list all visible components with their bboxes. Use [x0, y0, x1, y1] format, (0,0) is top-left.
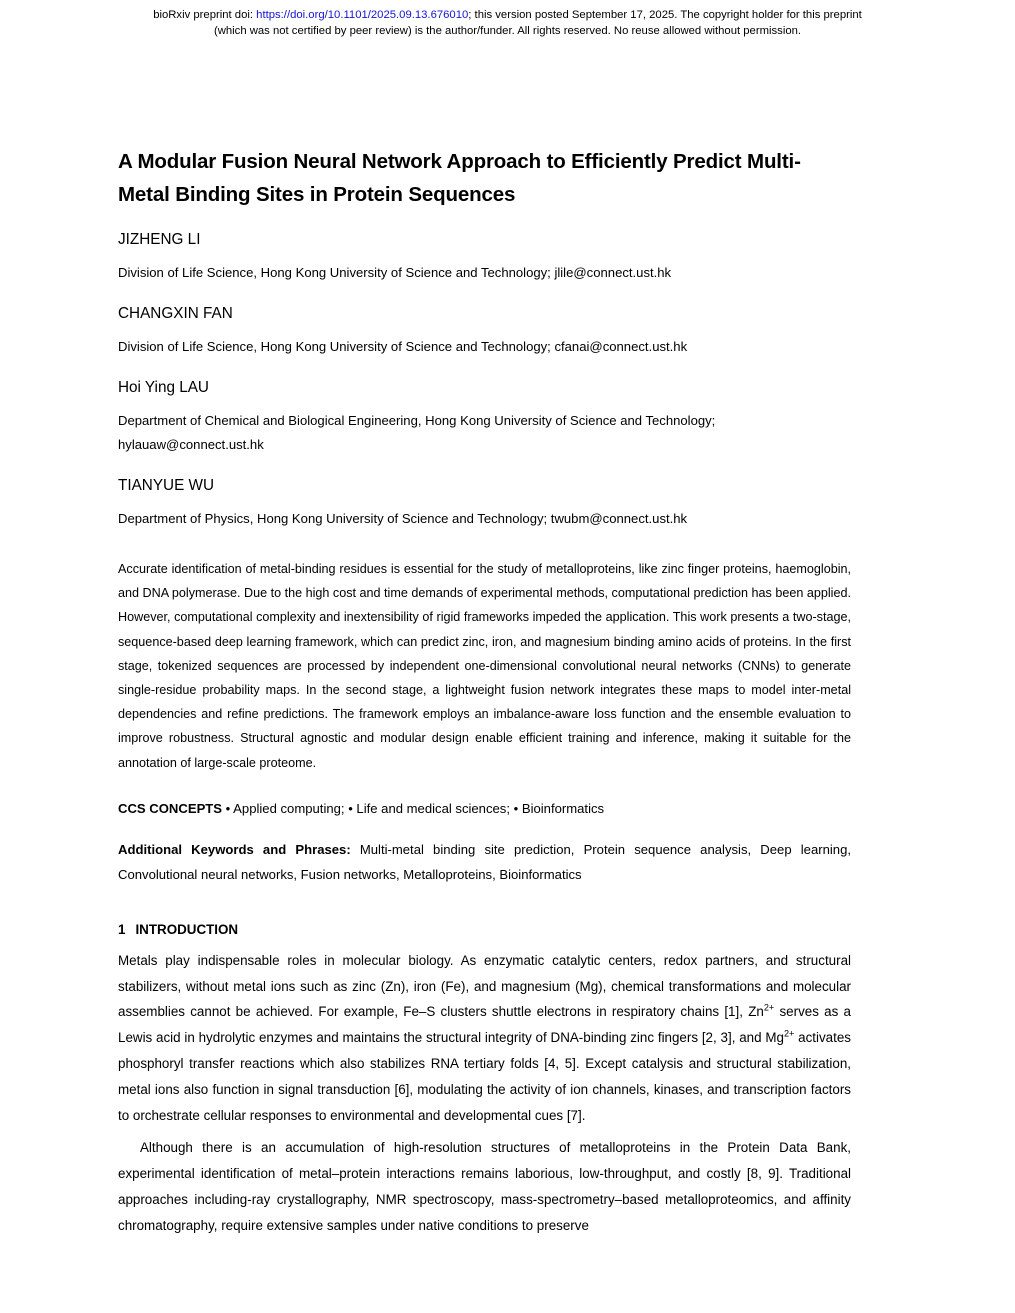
- paper-page: [118, 0, 851, 1239]
- author-affiliation-2: Division of Life Science, Hong Kong University of Science and Technology; cfanai@connect.ust.hk: [118, 339, 688, 354]
- author-affiliation-4: Department of Physics, Hong Kong University of Science and Technology; twubm@connect.ust.hk: [118, 511, 688, 526]
- section-heading-introduction: [118, 887, 851, 941]
- author-name-4: TIANYUE WU: [118, 477, 215, 494]
- banner-doi-prefix: bioRxiv preprint doi:: [153, 9, 257, 21]
- author-affiliation-3: Department of Chemical and Biological Engineering, Hong Kong University of Science and Technology; hylauaw@connect.ust.hk: [118, 413, 716, 452]
- keywords-label: Additional Keywords and Phrases:: [118, 841, 351, 857]
- intro-text-c: activates phosphoryl transfer reactions which also stabilizes RNA tertiary folds [4, 5]. Except catalysis and structural stabilization, metal ions also function in signal transduction [6], modulating the activity of ion channels, kinases, and transcription factors to orchestrate cellular responses to environmental and developmental cues [7].: [118, 1030, 851, 1123]
- additional-keywords: [118, 821, 851, 887]
- author-affiliation-1: Division of Life Science, Hong Kong University of Science and Technology; jlile@connect.ust.hk: [118, 265, 672, 280]
- page-title: A Modular Fusion Neural Network Approach to Efficiently Predict Multi-Metal Binding Sites in Protein Sequences: [118, 150, 801, 206]
- doi-link[interactable]: https://doi.org/10.1101/2025.09.13.676010: [256, 9, 469, 21]
- banner-doi-suffix: ; this version posted September 17, 2025. The copyright holder for this preprint: [468, 9, 862, 21]
- ccs-concepts-label: CCS CONCEPTS: [118, 800, 223, 816]
- author-name-2: CHANGXIN FAN: [118, 305, 233, 322]
- ccs-concepts-text: • Applied computing; • Life and medical sciences; • Bioinformatics: [222, 800, 605, 816]
- intro-text-b: serves as a Lewis acid in hydrolytic enzymes and maintains the structural integrity of DNA-binding zinc fingers [2, 3], and Mg: [118, 1004, 851, 1046]
- banner-line-2: (which was not certified by peer review) is the author/funder. All rights reserved. No reuse allowed without permission.: [213, 25, 802, 37]
- intro-text-a: Metals play indispensable roles in molecular biology. As enzymatic catalytic centers, redox partners, and structural stabilizers, without metal ions such as zinc (Zn), iron (Fe), and magnesium (Mg), chemical transformations and molecular assemblies cannot be achieved. For example, Fe–S clusters shuttle electrons in respiratory chains [1], Zn: [118, 952, 851, 1020]
- author-name-1: JIZHENG LI: [118, 231, 201, 248]
- intro-paragraph-1: [118, 941, 851, 1129]
- section-title: INTRODUCTION: [135, 921, 239, 937]
- author-name-3: Hoi Ying LAU: [118, 379, 209, 396]
- section-number: 1: [118, 921, 126, 937]
- superscript-mg-charge: 2+: [783, 1028, 795, 1039]
- abstract-paragraph: Accurate identification of metal-binding residues is essential for the study of metalloproteins, like zinc finger proteins, haemoglobin, and DNA polymerase. Due to the high cost and time demands of experimental methods, computational prediction has been applied. However, computational complexity and inextensibility of rigid frameworks impeded the application. This work presents a two-stage, sequence-based deep learning framework, which can predict zinc, iron, and magnesium binding amino acids of proteins. In the first stage, tokenized sequences are processed by independent one-dimensional convolutional neural networks (CNNs) to generate single-residue probability maps. In the second stage, a lightweight fusion network integrates these maps to model inter-metal dependencies and refine predictions. The framework employs an imbalance-aware loss function and the ensemble evaluation to improve robustness. Structural agnostic and modular design enable efficient training and inference, making it suitable for the annotation of large-scale proteome.: [118, 562, 851, 770]
- superscript-zn-charge: 2+: [763, 1002, 775, 1013]
- keywords-text: Multi-metal binding site prediction, Protein sequence analysis, Deep learning, Convolutional neural networks, Fusion networks, Metalloproteins, Bioinformatics: [118, 841, 851, 882]
- intro-paragraph-2: Although there is an accumulation of high-resolution structures of metalloproteins in the Protein Data Bank, experimental identification of metal–protein interactions remains laborious, low-throughput, and costly [8, 9]. Traditional approaches including-ray crystallography, NMR spectroscopy, mass-spectrometry–based metalloproteomics, and affinity chromatography, require extensive samples under native conditions to preserve: [118, 1140, 851, 1233]
- ccs-concepts: [118, 775, 851, 821]
